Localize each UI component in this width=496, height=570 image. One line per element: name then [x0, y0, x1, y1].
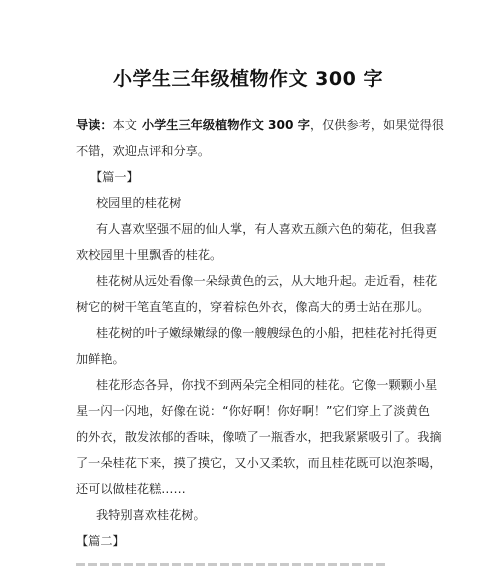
truncated-next-line [76, 551, 430, 561]
paragraph-3-line-2: 加鲜艳。 [76, 352, 125, 366]
paragraph-2-line-1: 桂花树从远处看像一朵绿黄色的云，从大地升起。走近看，桂花 [96, 274, 438, 288]
intro-before: 本文 [112, 118, 137, 132]
paragraph-4-line-3: 的外衣，散发浓郁的香味，像喷了一瓶香水，把我紧紧吸引了。我摘 [76, 430, 442, 444]
paragraph-2-line-2: 树它的树干笔直笔直的，穿着棕色外衣，像高大的勇士站在那儿。 [76, 300, 430, 314]
paragraph-3-line-1: 桂花树的叶子嫩绿嫩绿的像一艘艘绿色的小船，把桂花衬托得更 [96, 326, 438, 340]
intro-after: ，仅供参考，如果觉得很 [309, 118, 444, 132]
section-heading-2: 【篇二】 [76, 534, 125, 548]
paragraph-4-line-1: 桂花形态各异，你找不到两朵完全相同的桂花。它像一颗颗小星 [96, 378, 438, 392]
paragraph-1-line-1: 有人喜欢坚强不屈的仙人掌，有人喜欢五颜六色的菊花，但我喜 [96, 222, 438, 236]
paragraph-4-line-4: 了一朵桂花下来，摸了摸它，又小又柔软，而且桂花既可以泡茶喝， [76, 456, 442, 470]
essay-title: 校园里的桂花树 [96, 196, 182, 210]
section-heading-1: 【篇一】 [90, 170, 139, 184]
document-title: 小学生三年级植物作文 300 字 [113, 68, 383, 90]
paragraph-4-line-2: 星一闪一闪地，好像在说：“你好啊！你好啊！”它们穿上了淡黄色 [76, 404, 430, 418]
document-body [76, 112, 444, 554]
intro-line [76, 112, 444, 138]
intro-line-2: 不错，欢迎点评和分享。 [76, 144, 211, 158]
paragraph-1-line-2: 欢校园里十里飘香的桂花。 [76, 248, 223, 262]
intro-bold-title: 小学生三年级植物作文 300 字 [141, 118, 310, 132]
paragraph-5-line-1: 我特别喜欢桂花树。 [96, 508, 206, 522]
intro-label: 导读： [76, 118, 113, 132]
paragraph-4-line-5: 还可以做桂花糕…… [76, 482, 186, 496]
